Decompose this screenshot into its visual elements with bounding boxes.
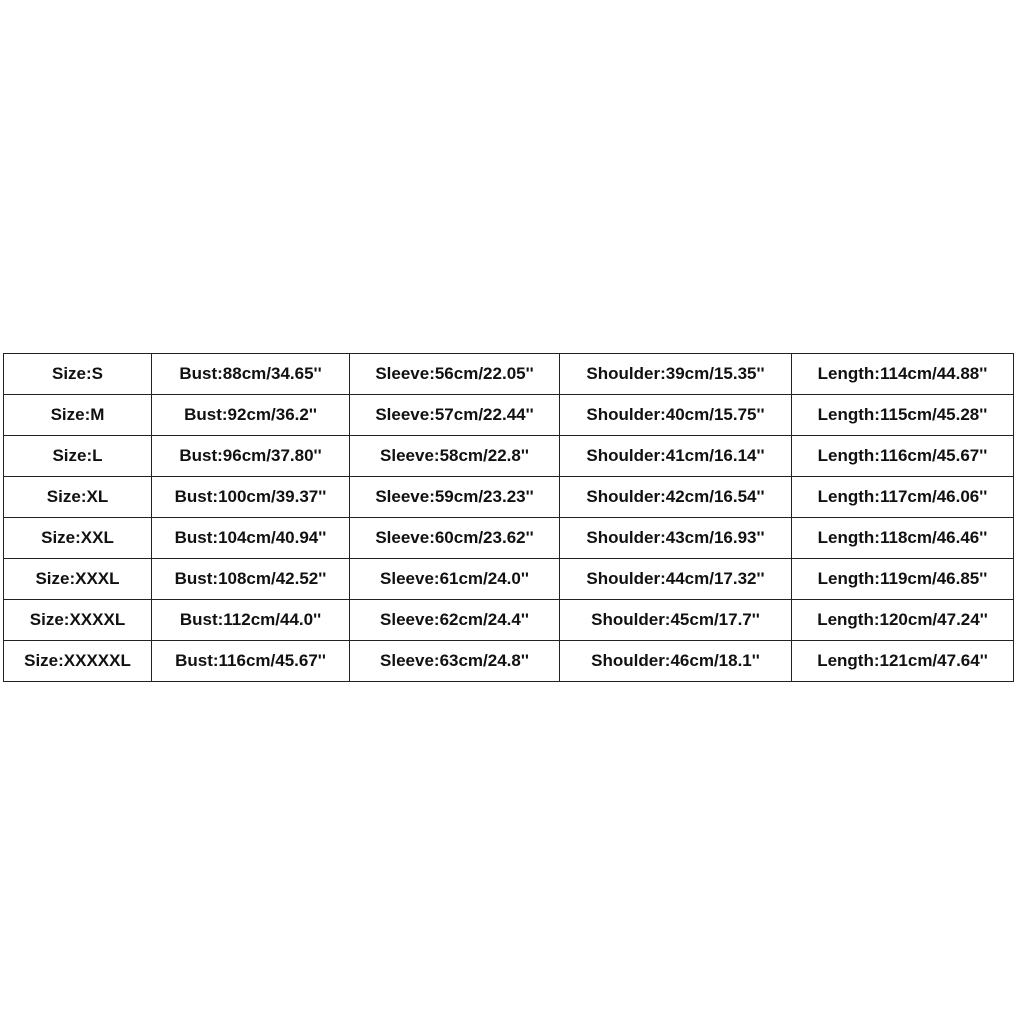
shoulder-cell: Shoulder:42cm/16.54'' bbox=[560, 477, 792, 518]
size-cell: Size:XXXL bbox=[4, 559, 152, 600]
size-cell: Size:XL bbox=[4, 477, 152, 518]
length-cell: Length:116cm/45.67'' bbox=[792, 436, 1014, 477]
table-row bbox=[4, 395, 1014, 436]
bust-cell: Bust:112cm/44.0'' bbox=[152, 600, 350, 641]
size-cell: Size:M bbox=[4, 395, 152, 436]
shoulder-cell: Shoulder:41cm/16.14'' bbox=[560, 436, 792, 477]
size-cell: Size:XXXXL bbox=[4, 600, 152, 641]
table-row bbox=[4, 354, 1014, 395]
table-row bbox=[4, 641, 1014, 682]
length-cell: Length:121cm/47.64'' bbox=[792, 641, 1014, 682]
table-row bbox=[4, 477, 1014, 518]
length-cell: Length:119cm/46.85'' bbox=[792, 559, 1014, 600]
shoulder-cell: Shoulder:45cm/17.7'' bbox=[560, 600, 792, 641]
length-cell: Length:118cm/46.46'' bbox=[792, 518, 1014, 559]
length-cell: Length:117cm/46.06'' bbox=[792, 477, 1014, 518]
bust-cell: Bust:88cm/34.65'' bbox=[152, 354, 350, 395]
sleeve-cell: Sleeve:62cm/24.4'' bbox=[350, 600, 560, 641]
shoulder-cell: Shoulder:39cm/15.35'' bbox=[560, 354, 792, 395]
bust-cell: Bust:116cm/45.67'' bbox=[152, 641, 350, 682]
bust-cell: Bust:108cm/42.52'' bbox=[152, 559, 350, 600]
length-cell: Length:120cm/47.24'' bbox=[792, 600, 1014, 641]
bust-cell: Bust:104cm/40.94'' bbox=[152, 518, 350, 559]
size-chart-body bbox=[4, 354, 1014, 682]
bust-cell: Bust:96cm/37.80'' bbox=[152, 436, 350, 477]
sleeve-cell: Sleeve:59cm/23.23'' bbox=[350, 477, 560, 518]
sleeve-cell: Sleeve:63cm/24.8'' bbox=[350, 641, 560, 682]
shoulder-cell: Shoulder:46cm/18.1'' bbox=[560, 641, 792, 682]
shoulder-cell: Shoulder:40cm/15.75'' bbox=[560, 395, 792, 436]
table-row bbox=[4, 436, 1014, 477]
table-row bbox=[4, 600, 1014, 641]
size-cell: Size:XXXXXL bbox=[4, 641, 152, 682]
length-cell: Length:114cm/44.88'' bbox=[792, 354, 1014, 395]
bust-cell: Bust:92cm/36.2'' bbox=[152, 395, 350, 436]
table-row bbox=[4, 559, 1014, 600]
size-chart-table bbox=[3, 353, 1014, 682]
sleeve-cell: Sleeve:60cm/23.62'' bbox=[350, 518, 560, 559]
table-row bbox=[4, 518, 1014, 559]
length-cell: Length:115cm/45.28'' bbox=[792, 395, 1014, 436]
sleeve-cell: Sleeve:61cm/24.0'' bbox=[350, 559, 560, 600]
shoulder-cell: Shoulder:44cm/17.32'' bbox=[560, 559, 792, 600]
bust-cell: Bust:100cm/39.37'' bbox=[152, 477, 350, 518]
size-cell: Size:L bbox=[4, 436, 152, 477]
sleeve-cell: Sleeve:57cm/22.44'' bbox=[350, 395, 560, 436]
sleeve-cell: Sleeve:58cm/22.8'' bbox=[350, 436, 560, 477]
size-cell: Size:S bbox=[4, 354, 152, 395]
size-cell: Size:XXL bbox=[4, 518, 152, 559]
sleeve-cell: Sleeve:56cm/22.05'' bbox=[350, 354, 560, 395]
shoulder-cell: Shoulder:43cm/16.93'' bbox=[560, 518, 792, 559]
